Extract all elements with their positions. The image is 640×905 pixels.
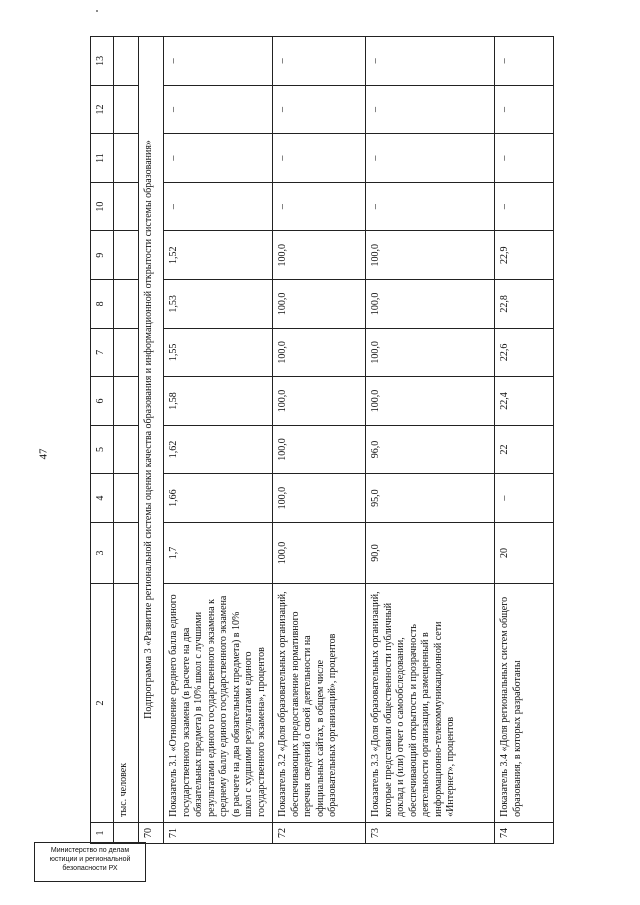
value-cell: 100,0 bbox=[273, 280, 366, 329]
header-cell: 6 bbox=[91, 377, 114, 426]
value-cell: 1,52 bbox=[164, 231, 273, 280]
unit-cell bbox=[114, 425, 139, 474]
page-number: 47 bbox=[37, 448, 50, 460]
value-cell: – bbox=[495, 134, 554, 183]
value-cell: – bbox=[495, 474, 554, 523]
indicator-text: Показатель 3.1 «Отношение среднего балла единого государственного экзамена (в расчете на два обязательных предмета) в 10% школ с лучшими результатами единого государственного экзамена к среднему баллу единого государственного экзамена (в расчете на два обязательных предмета) в 10% школ с худшими результатами единого государственного экзамена», процентов bbox=[164, 584, 273, 823]
value-cell: – bbox=[495, 182, 554, 231]
value-cell: 22,4 bbox=[495, 377, 554, 426]
subprogram-row bbox=[139, 37, 164, 844]
value-cell: 95,0 bbox=[366, 474, 495, 523]
value-cell: 22,8 bbox=[495, 280, 554, 329]
value-cell: – bbox=[366, 134, 495, 183]
header-cell: 3 bbox=[91, 522, 114, 583]
unit-cell bbox=[114, 280, 139, 329]
value-cell: 1,58 bbox=[164, 377, 273, 426]
value-cell: – bbox=[164, 182, 273, 231]
subprogram-number: 70 bbox=[139, 822, 164, 843]
unit-cell bbox=[114, 134, 139, 183]
header-cell: 8 bbox=[91, 280, 114, 329]
value-cell: 22 bbox=[495, 425, 554, 474]
value-cell: 22,9 bbox=[495, 231, 554, 280]
indicator-text: Показатель 3.3 «Доля образовательных организаций, которые представили общественности публичный доклад и (или) отчет о самообследовании, обеспечивающий открытость и прозрачность деятельности организации, размещенный в информационно-телекоммуникационной сети «Интернет», процентов bbox=[366, 584, 495, 823]
unit-label: тыс. человек bbox=[114, 584, 139, 823]
value-cell: – bbox=[366, 85, 495, 134]
value-cell: – bbox=[366, 37, 495, 86]
unit-cell bbox=[114, 37, 139, 86]
header-cell: 10 bbox=[91, 182, 114, 231]
table-row bbox=[164, 37, 273, 844]
stamp-line: безопасности РХ bbox=[62, 865, 118, 872]
unit-cell bbox=[114, 377, 139, 426]
value-cell: 100,0 bbox=[366, 377, 495, 426]
value-cell: – bbox=[164, 134, 273, 183]
value-cell: – bbox=[273, 134, 366, 183]
unit-cell bbox=[114, 328, 139, 377]
header-cell: 11 bbox=[91, 134, 114, 183]
value-cell: – bbox=[495, 37, 554, 86]
unit-cell bbox=[114, 231, 139, 280]
value-cell: 1,66 bbox=[164, 474, 273, 523]
value-cell: 22,6 bbox=[495, 328, 554, 377]
header-cell: 2 bbox=[91, 584, 114, 823]
table-row bbox=[366, 37, 495, 844]
value-cell: 100,0 bbox=[273, 522, 366, 583]
row-number: 73 bbox=[366, 822, 495, 843]
value-cell: 100,0 bbox=[273, 377, 366, 426]
value-cell: – bbox=[273, 37, 366, 86]
header-cell: 1 bbox=[91, 822, 114, 843]
value-cell: 100,0 bbox=[273, 231, 366, 280]
indicator-text: Показатель 3.2 «Доля образовательных организаций, обеспечивающих предоставление нормативного перечня сведений о своей деятельности на официальных сайтах, в общем числе образовательных организаций», процентов bbox=[273, 584, 366, 823]
value-cell: 20 bbox=[495, 522, 554, 583]
header-cell: 4 bbox=[91, 474, 114, 523]
value-cell: 100,0 bbox=[366, 328, 495, 377]
indicators-table bbox=[90, 36, 554, 844]
value-cell: 90,0 bbox=[366, 522, 495, 583]
value-cell: 100,0 bbox=[273, 328, 366, 377]
value-cell: 100,0 bbox=[273, 425, 366, 474]
unit-cell bbox=[114, 522, 139, 583]
value-cell: 100,0 bbox=[366, 231, 495, 280]
value-cell: 96,0 bbox=[366, 425, 495, 474]
value-cell: 100,0 bbox=[273, 474, 366, 523]
value-cell: 1,62 bbox=[164, 425, 273, 474]
value-cell: – bbox=[164, 85, 273, 134]
row-number: 71 bbox=[164, 822, 273, 843]
value-cell: – bbox=[164, 37, 273, 86]
scan-speck bbox=[96, 10, 98, 12]
header-cell: 13 bbox=[91, 37, 114, 86]
indicator-text: Показатель 3.4 «Доля региональных систем общего образования, в которых разработаны bbox=[495, 584, 554, 823]
header-cell: 7 bbox=[91, 328, 114, 377]
header-cell: 12 bbox=[91, 85, 114, 134]
value-cell: – bbox=[273, 85, 366, 134]
unit-cell bbox=[114, 85, 139, 134]
table-row bbox=[273, 37, 366, 844]
value-cell: 1,55 bbox=[164, 328, 273, 377]
header-row bbox=[91, 37, 114, 844]
stamp-line: Министерство по делам bbox=[50, 847, 130, 854]
header-cell: 9 bbox=[91, 231, 114, 280]
unit-row bbox=[114, 37, 139, 844]
rotated-table-frame bbox=[90, 36, 574, 844]
unit-cell bbox=[114, 474, 139, 523]
row-number: 72 bbox=[273, 822, 366, 843]
subprogram-title: Подпрограмма 3 «Развитие региональной системы оценки качества образования и информационной открытости системы образования» bbox=[139, 37, 164, 823]
ministry-stamp bbox=[34, 842, 146, 882]
header-cell: 5 bbox=[91, 425, 114, 474]
stamp-line: юстиции и региональной bbox=[49, 856, 131, 863]
unit-cell bbox=[114, 182, 139, 231]
value-cell: 1,53 bbox=[164, 280, 273, 329]
table-row bbox=[495, 37, 554, 844]
value-cell: 100,0 bbox=[366, 280, 495, 329]
value-cell: – bbox=[495, 85, 554, 134]
row-number: 74 bbox=[495, 822, 554, 843]
value-cell: – bbox=[273, 182, 366, 231]
value-cell: – bbox=[366, 182, 495, 231]
value-cell: 1,7 bbox=[164, 522, 273, 583]
unit-row-number bbox=[114, 822, 139, 843]
